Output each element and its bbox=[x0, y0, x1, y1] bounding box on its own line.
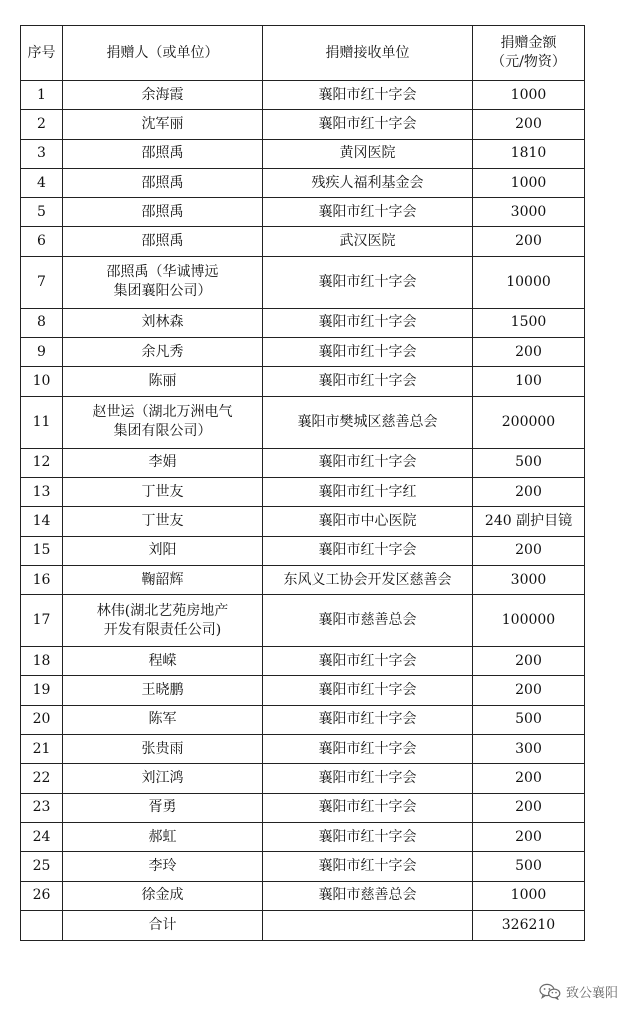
row-no: 14 bbox=[21, 507, 63, 536]
row-no: 3 bbox=[21, 139, 63, 168]
watermark bbox=[539, 982, 618, 1001]
table-row bbox=[21, 822, 585, 851]
table-row bbox=[21, 198, 585, 227]
row-donor: 邵照禹 bbox=[63, 139, 263, 168]
table-row bbox=[21, 227, 585, 256]
wechat-icon bbox=[539, 983, 561, 1000]
table-row bbox=[21, 881, 585, 910]
table-row bbox=[21, 308, 585, 337]
row-donor: 张贵雨 bbox=[63, 735, 263, 764]
header-amount: 捐赠金额 （元/物资） bbox=[473, 26, 585, 81]
row-donor: 陈军 bbox=[63, 705, 263, 734]
row-recipient: 襄阳市红十字会 bbox=[263, 735, 473, 764]
row-no: 5 bbox=[21, 198, 63, 227]
row-no: 2 bbox=[21, 110, 63, 139]
row-recipient: 襄阳市红十字会 bbox=[263, 448, 473, 477]
total-no-empty bbox=[21, 910, 63, 940]
table-row bbox=[21, 536, 585, 565]
table-row bbox=[21, 565, 585, 594]
row-donor: 陈丽 bbox=[63, 367, 263, 396]
row-no: 1 bbox=[21, 81, 63, 110]
row-donor: 程嵘 bbox=[63, 647, 263, 676]
table-row bbox=[21, 168, 585, 197]
row-amount: 1810 bbox=[473, 139, 585, 168]
table-body bbox=[21, 81, 585, 911]
row-donor: 刘阳 bbox=[63, 536, 263, 565]
row-no: 7 bbox=[21, 256, 63, 308]
row-donor: 郝虹 bbox=[63, 822, 263, 851]
row-no: 11 bbox=[21, 396, 63, 448]
row-amount: 200 bbox=[473, 477, 585, 506]
table-row bbox=[21, 448, 585, 477]
row-amount: 100 bbox=[473, 367, 585, 396]
table-row bbox=[21, 852, 585, 881]
table-row bbox=[21, 595, 585, 647]
table-row bbox=[21, 793, 585, 822]
row-recipient: 襄阳市红十字会 bbox=[263, 367, 473, 396]
total-amount: 326210 bbox=[473, 910, 585, 940]
table-row bbox=[21, 735, 585, 764]
row-donor: 赵世运（湖北万洲电气 集团有限公司） bbox=[63, 396, 263, 448]
row-no: 8 bbox=[21, 308, 63, 337]
donation-table bbox=[20, 25, 585, 941]
row-no: 26 bbox=[21, 881, 63, 910]
row-no: 23 bbox=[21, 793, 63, 822]
row-recipient: 襄阳市樊城区慈善总会 bbox=[263, 396, 473, 448]
row-donor: 李玲 bbox=[63, 852, 263, 881]
row-no: 15 bbox=[21, 536, 63, 565]
row-amount: 200 bbox=[473, 676, 585, 705]
row-donor: 丁世友 bbox=[63, 507, 263, 536]
row-amount: 200 bbox=[473, 536, 585, 565]
row-amount: 100000 bbox=[473, 595, 585, 647]
table-row bbox=[21, 676, 585, 705]
row-recipient: 襄阳市红十字红 bbox=[263, 477, 473, 506]
header-no: 序号 bbox=[21, 26, 63, 81]
row-amount: 240 副护目镜 bbox=[473, 507, 585, 536]
row-no: 10 bbox=[21, 367, 63, 396]
row-no: 20 bbox=[21, 705, 63, 734]
row-donor: 刘江鸿 bbox=[63, 764, 263, 793]
row-recipient: 襄阳市红十字会 bbox=[263, 256, 473, 308]
row-amount: 500 bbox=[473, 852, 585, 881]
row-no: 18 bbox=[21, 647, 63, 676]
table-row bbox=[21, 367, 585, 396]
row-amount: 200 bbox=[473, 647, 585, 676]
row-amount: 200 bbox=[473, 764, 585, 793]
row-recipient: 襄阳市慈善总会 bbox=[263, 595, 473, 647]
row-donor: 邵照禹 bbox=[63, 198, 263, 227]
row-amount: 3000 bbox=[473, 198, 585, 227]
row-no: 24 bbox=[21, 822, 63, 851]
row-donor: 李娟 bbox=[63, 448, 263, 477]
row-no: 16 bbox=[21, 565, 63, 594]
row-amount: 200 bbox=[473, 110, 585, 139]
row-donor: 余海霞 bbox=[63, 81, 263, 110]
row-donor: 丁世友 bbox=[63, 477, 263, 506]
row-no: 9 bbox=[21, 338, 63, 367]
table-row bbox=[21, 81, 585, 110]
row-recipient: 黄冈医院 bbox=[263, 139, 473, 168]
row-recipient: 襄阳市红十字会 bbox=[263, 308, 473, 337]
header-row bbox=[21, 26, 585, 81]
table-row bbox=[21, 396, 585, 448]
row-amount: 3000 bbox=[473, 565, 585, 594]
row-amount: 1000 bbox=[473, 881, 585, 910]
row-no: 4 bbox=[21, 168, 63, 197]
row-recipient: 襄阳市红十字会 bbox=[263, 764, 473, 793]
row-amount: 500 bbox=[473, 448, 585, 477]
row-no: 13 bbox=[21, 477, 63, 506]
row-donor: 沈军丽 bbox=[63, 110, 263, 139]
row-recipient: 襄阳市慈善总会 bbox=[263, 881, 473, 910]
row-recipient: 武汉医院 bbox=[263, 227, 473, 256]
header-recipient: 捐赠接收单位 bbox=[263, 26, 473, 81]
row-donor: 邵照禹 bbox=[63, 227, 263, 256]
row-amount: 1000 bbox=[473, 81, 585, 110]
table-row bbox=[21, 705, 585, 734]
row-no: 17 bbox=[21, 595, 63, 647]
row-amount: 300 bbox=[473, 735, 585, 764]
row-amount: 200 bbox=[473, 793, 585, 822]
row-amount: 200 bbox=[473, 227, 585, 256]
table-row bbox=[21, 139, 585, 168]
row-donor: 徐金成 bbox=[63, 881, 263, 910]
row-recipient: 襄阳市红十字会 bbox=[263, 338, 473, 367]
row-amount: 200 bbox=[473, 822, 585, 851]
row-donor: 余凡秀 bbox=[63, 338, 263, 367]
row-no: 12 bbox=[21, 448, 63, 477]
row-no: 22 bbox=[21, 764, 63, 793]
total-label: 合计 bbox=[63, 910, 263, 940]
row-recipient: 残疾人福利基金会 bbox=[263, 168, 473, 197]
row-recipient: 襄阳市红十字会 bbox=[263, 822, 473, 851]
row-recipient: 襄阳市红十字会 bbox=[263, 793, 473, 822]
row-donor: 王晓鹏 bbox=[63, 676, 263, 705]
table-row bbox=[21, 764, 585, 793]
row-recipient: 东风义工协会开发区慈善会 bbox=[263, 565, 473, 594]
row-donor: 胥勇 bbox=[63, 793, 263, 822]
row-no: 25 bbox=[21, 852, 63, 881]
row-amount: 200000 bbox=[473, 396, 585, 448]
row-amount: 1500 bbox=[473, 308, 585, 337]
total-row bbox=[21, 910, 585, 940]
row-amount: 1000 bbox=[473, 168, 585, 197]
row-recipient: 襄阳市红十字会 bbox=[263, 198, 473, 227]
table-row bbox=[21, 110, 585, 139]
row-no: 21 bbox=[21, 735, 63, 764]
row-amount: 10000 bbox=[473, 256, 585, 308]
row-donor: 邵照禹（华诚博远 集团襄阳公司） bbox=[63, 256, 263, 308]
table-row bbox=[21, 256, 585, 308]
row-no: 19 bbox=[21, 676, 63, 705]
row-amount: 200 bbox=[473, 338, 585, 367]
row-amount: 500 bbox=[473, 705, 585, 734]
row-recipient: 襄阳市红十字会 bbox=[263, 647, 473, 676]
row-donor: 刘林森 bbox=[63, 308, 263, 337]
row-recipient: 襄阳市中心医院 bbox=[263, 507, 473, 536]
row-recipient: 襄阳市红十字会 bbox=[263, 676, 473, 705]
table-row bbox=[21, 338, 585, 367]
table-row bbox=[21, 507, 585, 536]
header-donor: 捐赠人（或单位） bbox=[63, 26, 263, 81]
row-donor: 林伟(湖北艺苑房地产 开发有限责任公司) bbox=[63, 595, 263, 647]
row-recipient: 襄阳市红十字会 bbox=[263, 110, 473, 139]
row-recipient: 襄阳市红十字会 bbox=[263, 852, 473, 881]
table-row bbox=[21, 477, 585, 506]
row-recipient: 襄阳市红十字会 bbox=[263, 81, 473, 110]
table-row bbox=[21, 647, 585, 676]
row-recipient: 襄阳市红十字会 bbox=[263, 705, 473, 734]
total-recipient-empty bbox=[263, 910, 473, 940]
watermark-text: 致公襄阳 bbox=[565, 986, 618, 1001]
row-recipient: 襄阳市红十字会 bbox=[263, 536, 473, 565]
row-donor: 邵照禹 bbox=[63, 168, 263, 197]
row-no: 6 bbox=[21, 227, 63, 256]
row-donor: 鞠韶辉 bbox=[63, 565, 263, 594]
